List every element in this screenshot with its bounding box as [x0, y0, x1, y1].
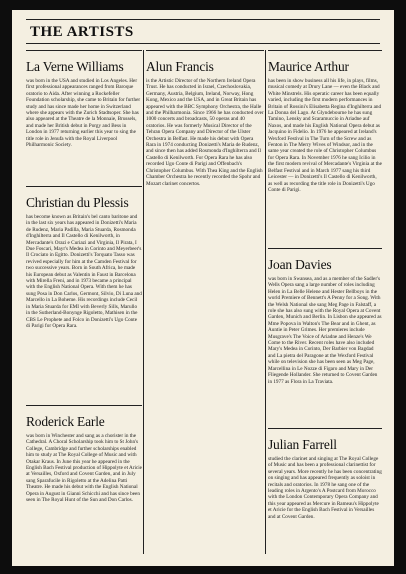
artist-bio: was born in the USA and studied in Los Angeles. Her first professional appearances ranged from Baroque oratorio to Aida. After winning a Rockefeller Foundation scholarship, she came to Britain for further study and has since made her home in Switzerland where she appears with the Zurich Stadtsoper. She has also appeared at the Theatre de la Monnaie, Brussels, and made her British debut in Porgy and Bess in London in 1977 returning earlier this year to sing the title role in Jenufa with the Royal Liverpool Philharmonic Society.: [26, 78, 141, 149]
artist-name: La Verne Williams: [26, 59, 124, 74]
column-divider: [265, 50, 266, 554]
column-right: [268, 50, 382, 556]
header-rule: [26, 43, 380, 44]
artist-christian: [26, 186, 142, 329]
artist-name: Roderick Earle: [26, 414, 105, 429]
program-page: [12, 10, 394, 566]
artist-name: Julian Farrell: [268, 437, 337, 452]
artist-bio: was born in Winchester and sang as a chorister in the Cathedral. A Choral Scholarship took him to St John's College, Cambridge and further scholarships enabled him to study at The Royal College of Music and with Otakar Kraus. In June this year he appeared in the English Bach Festival production of Hippolyte et Aricie at Versailles, Oxford and Covent Garden, and in July sang Sparafucile in Rigoletto at the Adelina Patti Theatre. He made his debut with the English National Opera in August in Gianni Schicchi and has since been seen in The Royal Hunt of the Sun and Don Carlos.: [26, 433, 142, 504]
artist-bio: has been in show business all his life, in plays, films, musical comedy at Drury Lane — even the Black and White Minstrels. His operatic career has been equally varied, including the first modern performances in Britain of Rossini's Elisabetta Regina d'Inghilterra and La Donna del Lago. At Glyndebourne he has sung Tamino, Lensky and Scaramuccio in Ariadne auf Naxos, and made his English National Opera debut as Jacquino in Fidelio. In 1976 he appeared at Ireland's Wexford Festival in The Turn of the Screw and as Fenton in The Merry Wives of Windsor, and in the same year created the role of Christopher Columbus for Opera Rara. In November 1976 he sang Icilio in the first modern revival of Mercadante's Virginia at the Belfast Festival and in March 1977 sang his third Leicester — in Donizetti's Il Castello di Kenilworth, as well as recording the title role in Donizetti's Ugo Conte di Parigi.: [268, 78, 382, 193]
column-middle: [146, 50, 264, 556]
artist-name: Maurice Arthur: [268, 59, 349, 74]
artist-laverne: [26, 50, 142, 148]
artist-julian: [268, 428, 382, 520]
artist-name: Christian du Plessis: [26, 195, 129, 210]
artist-bio: was born in Swansea, and as a member of the Sadler's Wells Opera sang a large number of roles including Helen in La Belle Helene and Hester Bellboys in the world Premiere of Bennett's A Penny for a Song. With the Welsh National she sang Meg Page in Falstaff, a role she has also sung with the Royal Opera at Covent Garden, Munich and Berlin. In Lisbon she appeared as Mme Popova in Walton's The Bear and in Ghent, as Auntie in Peter Grimes. Her premieres include Musgrave's The Voice of Ariadne and Henze's We Come to the River. Recent roles have also included Mary's Medea in Corinto, Der Barbier von Bagdad and La pietra del Paragone at the Wexford Festival while on television she has been seen as Meg Page, Marcellina in Le Nozze di Figaro and Mary in Der Fliegende Hollander. She returned to Covent Garden in 1977 as Flora in La Traviata.: [268, 276, 382, 385]
artist-name: Joan Davies: [268, 257, 332, 272]
artist-bio: is the Artistic Director of the Northern Ireland Opera Trust. He has conducted in Israel, Czechoslovakia, Germany, Austria, Belgium, Ireland, Norway, Hong Kong, Mexico and the USA, and in Great Britain has appeared with the BBC Symphony Orchestra, the Halle and the Philharmonia. Since 1966 he has conducted over 1000 concerts and broadcasts, 50 operas and 40 oratorios. He was formerly Musical Director of the Tehran Opera Company and Director of the Ulster Orchestra in Belfast. He made his debut with Opera Rara in 1974 conducting Donizetti's Maria de Rudenz, and since then has added Rosmonda d'Inghilterra and Il Castello di Kenilworth. For Opera Rara he has also recorded Ugo Conte di Parigi and Offenbach's Christopher Columbus. With Thea King and the English Chamber Orchestra he recently recorded the Spohr and Mozart clarinet concertos.: [146, 78, 264, 187]
page-title: THE ARTISTS: [30, 24, 134, 40]
artist-joan: [268, 248, 382, 385]
top-rule: [26, 19, 380, 20]
column-left: [26, 50, 142, 556]
column-divider: [143, 50, 144, 554]
artist-maurice: [268, 50, 382, 193]
artist-name: Alun Francis: [146, 59, 214, 74]
artist-bio: studied the clarinet and singing at The Royal College of Music and has been a professional clarinettist for several years. More recently he has been concentrating on singing and has appeared frequently as soloist in recitals and oratorios. In 1978 he sang one of the leading roles in Argento's A Postcard from Morocco with the London Contemporary Opera Company and this year appeared as Mercure in Rameau's Hippolyte et Aricie for the English Bach Festival in Versailles and at Covent Garden.: [268, 456, 382, 520]
artist-alun: [146, 50, 264, 187]
artist-roderick: [26, 405, 142, 503]
artist-bio: has become known as Britain's bel canto baritone and in the last six years has appeared in Donizetti's Maria de Rudenz, Maria Padilla, Maria Stuarda, Rosmonda d'Inghilterra and Il Castello di Kenilworth, in Mercadante's Orazi e Curiazi and Virginia, Il Pirata, I Due Foscari, Mayr's Medea in Corinto and Meyerbeer's Il Crociato in Egitto. Donizetti's Torquato Tasso was revived especially for him at the Camden Festival for two successive years. Born in South Africa, he made his European debut as Valentin in Faust in Barcelona with Mirella Freni, and in 1973 became a principal with the English National Opera. With them he has sung Posa in Don Carlos, Germont, Silvio, Di Luna and Marcello in La Boheme. His recordings include Cecil in Maria Stuarda for EMI with Beverly Sills, Marullo in the Sutherland-Bonynge Rigoletto, Mathisen in the CBS Le Prophete and Folco in Donizetti's Ugo Conte di Parigi for Opera Rara.: [26, 214, 142, 329]
